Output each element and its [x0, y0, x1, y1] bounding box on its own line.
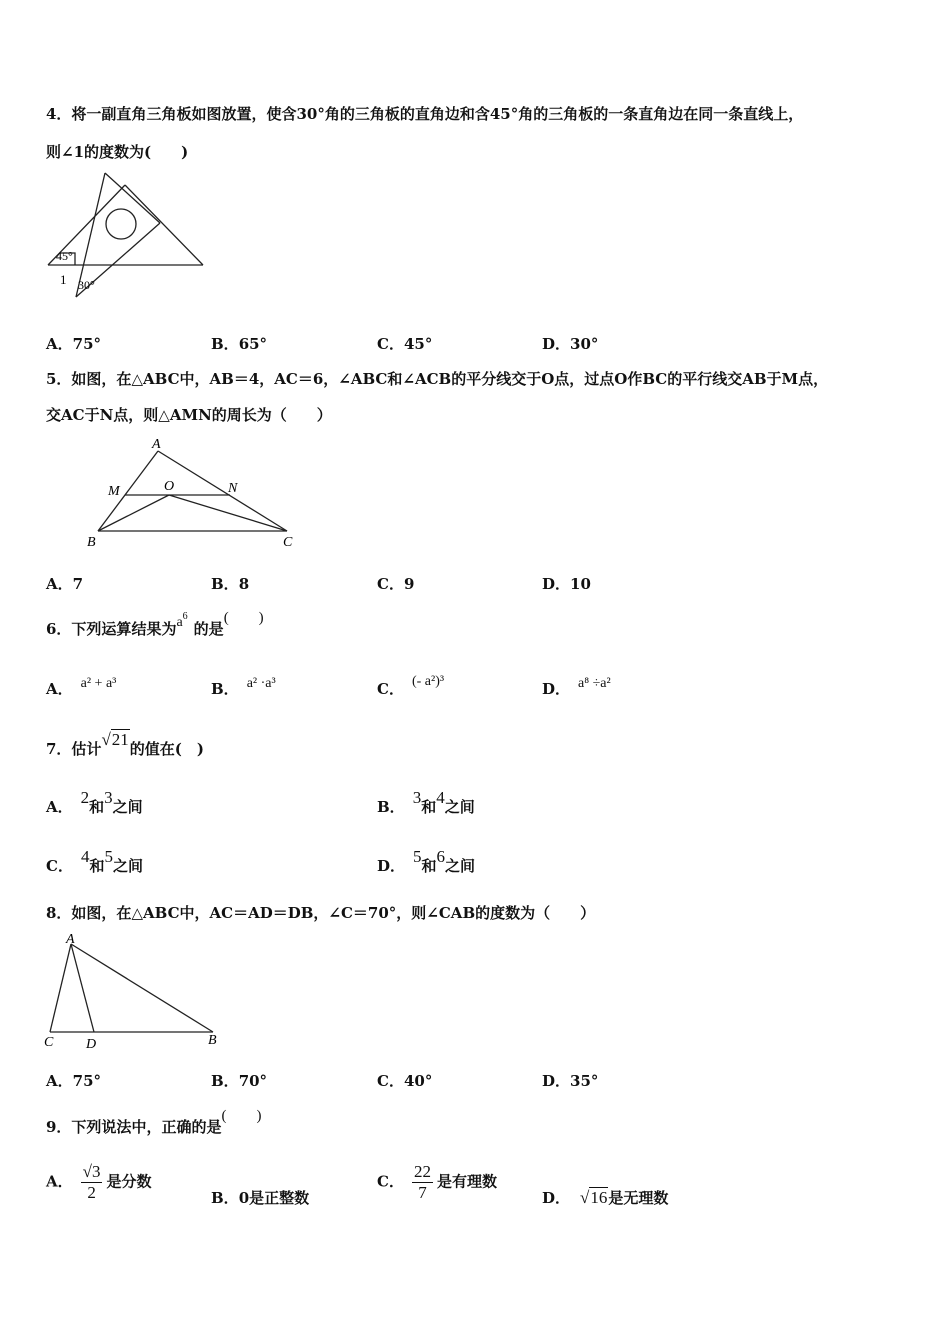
- option-letter: B．: [211, 1189, 239, 1207]
- q7-option-b[interactable]: [377, 788, 475, 817]
- q5-bisector-co: [169, 495, 287, 531]
- option-text: 75°: [72, 335, 102, 353]
- option-letter: A．: [46, 1072, 73, 1090]
- q7-sqrt: √21: [101, 730, 129, 749]
- q6-exponent: 6: [182, 611, 188, 622]
- option-text: 0是正整数: [238, 1189, 310, 1207]
- option-number-high: 6: [436, 847, 446, 866]
- option-text: 10: [570, 575, 591, 593]
- q9-option-c[interactable]: [377, 1162, 497, 1203]
- option-and: 和: [421, 857, 437, 875]
- option-letter: A．: [46, 798, 73, 816]
- q8-figure: [40, 930, 230, 1052]
- q5-side-ab: [98, 451, 158, 531]
- option-number-low: 5: [413, 847, 422, 866]
- q5-label-n: N: [228, 481, 238, 496]
- q6-prefix: 6．下列运算结果为: [46, 620, 177, 638]
- q9-option-d[interactable]: [542, 1187, 668, 1208]
- q9-stem: [46, 1108, 262, 1137]
- q8-stem: 8．如图，在△ABC中，AC＝AD＝DB，∠C＝70°，则∠CAB的度数为（ ）: [46, 904, 596, 922]
- q6-suffix: 的是: [193, 620, 224, 638]
- fraction-denominator: 2: [87, 1183, 96, 1202]
- q8-label-b: B: [208, 1033, 217, 1048]
- fraction-numerator: 22: [413, 1162, 431, 1181]
- option-expression: (- a²)³: [411, 674, 445, 689]
- q8-option-b[interactable]: [211, 1070, 267, 1091]
- q9-option-d-sqrt: √16: [580, 1188, 608, 1207]
- q4-option-b[interactable]: [211, 333, 267, 354]
- option-letter: B．: [211, 335, 239, 353]
- q9-option-a-fraction: [81, 1162, 103, 1203]
- option-tail: 是有理数: [436, 1172, 497, 1191]
- q7-prefix: 7．估计: [46, 740, 102, 758]
- q7-suffix: 的值在( ): [129, 740, 204, 758]
- option-number-low: 3: [412, 788, 422, 807]
- option-number-high: 3: [104, 788, 113, 807]
- q5-label-a: A: [152, 437, 161, 452]
- q8-side-ac: [50, 944, 71, 1032]
- q6-stem: [46, 610, 264, 639]
- option-letter: A．: [46, 335, 73, 353]
- option-letter: D．: [377, 857, 406, 875]
- q9-option-c-fraction: [412, 1162, 433, 1203]
- option-letter: A．: [46, 575, 73, 593]
- q8-option-d[interactable]: [542, 1070, 598, 1091]
- option-number-high: 4: [436, 788, 445, 807]
- option-text: 40°: [403, 1072, 433, 1090]
- q6-option-a[interactable]: [46, 678, 116, 699]
- option-tail: 之间: [112, 798, 143, 816]
- q4-hole-circle: [106, 209, 136, 239]
- q4-label-30: 30°: [78, 278, 95, 292]
- option-letter: D．: [542, 1189, 571, 1207]
- q5-label-b: B: [87, 535, 96, 550]
- q4-figure: [40, 165, 215, 300]
- option-letter: C．: [377, 1072, 404, 1090]
- option-number-low: 4: [80, 847, 90, 866]
- option-number-low: 2: [80, 788, 90, 807]
- q5-side-ac: [158, 451, 287, 531]
- q4-option-c[interactable]: [377, 333, 432, 354]
- q4-stem-line2: 则∠1的度数为( ): [46, 143, 189, 161]
- option-letter: D．: [542, 575, 571, 593]
- q8-side-ab: [71, 944, 213, 1032]
- option-and: 和: [421, 798, 437, 816]
- option-tail: 是分数: [106, 1172, 152, 1191]
- option-letter: C．: [377, 575, 404, 593]
- q7-option-d[interactable]: [377, 847, 476, 876]
- option-text: 35°: [570, 1072, 599, 1090]
- q5-stem-line1: 5．如图，在△ABC中，AB＝4，AC＝6，∠ABC和∠ACB的平分线交于O点，过点O作BC的平行线交AB于M点，: [46, 370, 829, 388]
- option-text: 70°: [238, 1072, 268, 1090]
- fraction-numerator: √3: [82, 1162, 101, 1181]
- option-letter: A．: [46, 1172, 73, 1191]
- option-letter: B．: [211, 575, 239, 593]
- q5-option-a[interactable]: [46, 573, 83, 594]
- option-letter: C．: [377, 680, 404, 698]
- q7-stem: [46, 730, 204, 759]
- option-letter: A．: [46, 680, 73, 698]
- option-letter: D．: [542, 335, 571, 353]
- q9-paren: ( ): [221, 1108, 262, 1124]
- sqrt-radicand: 16: [590, 1188, 608, 1207]
- q8-label-d: D: [86, 1037, 97, 1052]
- option-expression: a² + a³: [80, 676, 117, 691]
- option-text: 9: [403, 575, 415, 593]
- option-letter: C．: [46, 857, 73, 875]
- q5-stem-line2: 交AC于N点，则△AMN的周长为（ ）: [46, 406, 332, 424]
- q4-option-d[interactable]: [542, 333, 598, 354]
- q4-stem-line1: 4．将一副直角三角板如图放置，使含30°角的三角板的直角边和含45°角的三角板的一条直角边在同一条直线上，: [46, 105, 804, 123]
- q7-option-a[interactable]: [46, 788, 143, 817]
- q4-label-1: 1: [60, 272, 67, 287]
- q6-option-c[interactable]: [377, 674, 445, 699]
- q7-option-c[interactable]: [46, 847, 143, 876]
- option-tail: 之间: [112, 857, 143, 875]
- option-tail: 之间: [445, 857, 476, 875]
- q5-option-c[interactable]: [377, 573, 414, 594]
- option-tail: 是无理数: [608, 1189, 669, 1207]
- option-letter: D．: [542, 1072, 571, 1090]
- option-number-high: 5: [104, 847, 113, 866]
- q4-label-45: 45°: [56, 249, 73, 263]
- option-expression: a⁸ ÷a²: [578, 676, 611, 691]
- q5-option-d[interactable]: [542, 573, 591, 594]
- option-letter: D．: [542, 680, 571, 698]
- q4-option-a[interactable]: [46, 333, 101, 354]
- q5-figure: [84, 436, 304, 551]
- q4-45-leg: [125, 185, 203, 265]
- q9-option-b[interactable]: [211, 1187, 309, 1208]
- q8-option-c[interactable]: [377, 1070, 432, 1091]
- q5-option-b[interactable]: [211, 573, 249, 594]
- q9-option-a[interactable]: [46, 1162, 152, 1203]
- q8-label-c: C: [44, 1035, 54, 1050]
- option-letter: B．: [211, 680, 239, 698]
- option-letter: B．: [377, 798, 405, 816]
- q6-paren: ( ): [223, 610, 264, 626]
- q5-label-m: M: [108, 484, 120, 499]
- q5-bisector-bo: [98, 495, 169, 531]
- option-letter: C．: [377, 1172, 404, 1191]
- q5-label-o: O: [164, 479, 175, 494]
- fraction-denominator: 7: [418, 1183, 427, 1202]
- option-expression: a² ·a³: [246, 676, 276, 691]
- q8-label-a: A: [66, 932, 75, 947]
- option-text: 75°: [72, 1072, 102, 1090]
- q6-option-b[interactable]: [211, 678, 276, 699]
- q7-radicand: 21: [111, 730, 129, 749]
- option-text: 7: [72, 575, 84, 593]
- option-and: 和: [89, 798, 105, 816]
- option-letter: B．: [211, 1072, 239, 1090]
- q6-option-d[interactable]: [542, 678, 611, 699]
- option-letter: C．: [377, 335, 404, 353]
- q9-text: 9．下列说法中，正确的是: [46, 1118, 222, 1136]
- option-text: 45°: [403, 335, 433, 353]
- q8-segment-ad: [71, 944, 94, 1032]
- option-and: 和: [89, 857, 105, 875]
- option-text: 65°: [238, 335, 268, 353]
- q8-option-a[interactable]: [46, 1070, 101, 1091]
- q5-label-c: C: [283, 535, 293, 550]
- q6-base: a: [176, 615, 183, 630]
- option-text: 30°: [570, 335, 599, 353]
- option-text: 8: [238, 575, 250, 593]
- option-tail: 之间: [444, 798, 475, 816]
